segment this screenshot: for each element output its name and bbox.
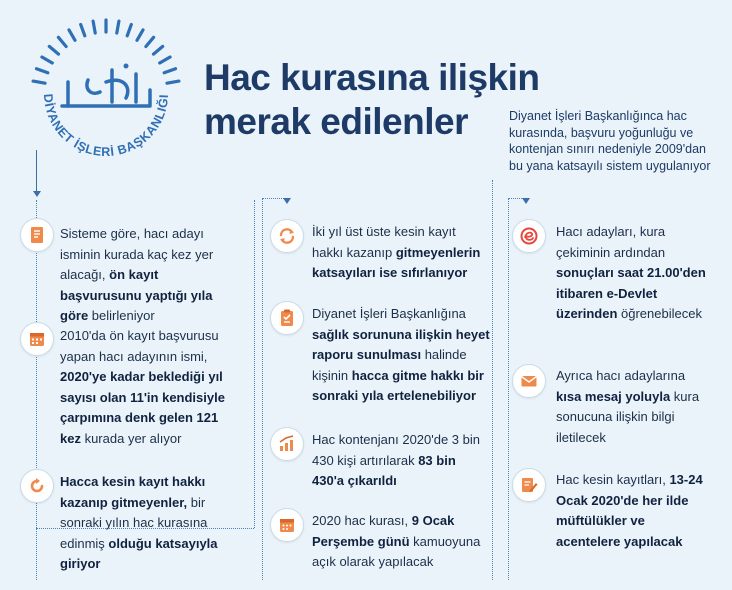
info-text-9	[556, 366, 706, 448]
bold-text-run: sağlık sorununa ilişkin heyet raporu sunulması	[312, 326, 490, 362]
logo-rays	[33, 20, 179, 83]
logo-mark	[62, 64, 150, 107]
col3-left-dotted	[508, 198, 509, 580]
info-text-5	[312, 304, 492, 407]
envelope-icon	[512, 364, 546, 398]
text-run: İki yıl üst üste kesin kayıt hakkı kazanıp	[312, 224, 456, 260]
text-run: kurada yer alıyor	[80, 430, 182, 446]
text-run: Diyanet İşleri Başkanlığına	[312, 306, 466, 321]
clipboard-icon	[270, 301, 304, 335]
text-run: belirleniyor	[88, 308, 155, 323]
text-run: Hac kontenjanı 2020'de 3 bin 430 kişi artırılarak	[312, 432, 480, 468]
text-run: Ayrıca hacı adaylarına	[556, 368, 686, 383]
calendar-date-icon	[270, 508, 304, 542]
col2-right-dotted	[492, 180, 493, 580]
text-run: bir sonraki yılın hac kurasına edinmiş	[60, 494, 208, 551]
e-devlet-icon	[512, 219, 546, 253]
bold-text-run: Hacca kesin kayıt hakkı kazanıp gitmeyenler,	[60, 474, 206, 510]
text-run: halinde kişinin	[312, 347, 467, 383]
text-run: Sisteme göre, hacı adayı isminin kurada kaç kez yer alacağı,	[60, 226, 214, 282]
logo-connector-line	[36, 150, 37, 192]
info-text-3	[60, 472, 242, 575]
growth-chart-icon	[270, 427, 304, 461]
bold-text-run: hacca gitme hakkı bir sonraki yıla ertelenebiliyor	[312, 367, 484, 403]
text-run: 2010'da ön kayıt başvurusu yapan hacı adayının ismi,	[60, 328, 219, 364]
text-run: Hacı adayları, kura çekiminin ardından	[556, 224, 666, 260]
title-line-2: merak edilenler	[204, 101, 468, 142]
page-title	[204, 56, 540, 144]
info-text-7	[312, 511, 484, 573]
title-line-1: Hac kurasına ilişkin	[204, 57, 540, 98]
page-subtitle: Diyanet İşleri Başkanlığınca hac kurasında, başvuru yoğunluğu ve kontenjan sınırı nedeniyle 2009'dan bu yana katsayılı sistem uygulanıyor	[509, 109, 711, 173]
bold-text-run: gitmeyenlerin katsayıları ise sıfırlanıyor	[312, 244, 481, 280]
col2-left-dotted	[262, 198, 263, 580]
info-text-8	[556, 222, 706, 325]
bold-text-run: 13-24 Ocak 2020'de her ilde müftülükler ve acentelere yapılacak	[556, 472, 703, 549]
bold-text-run: 9 Ocak Perşembe günü	[312, 513, 455, 549]
diyanet-logo	[22, 10, 190, 178]
bold-text-run: ön kayıt başvurusunu yaptığı yıla göre	[60, 267, 213, 323]
info-text-6	[312, 430, 490, 492]
text-run: 2020 hac kurası,	[312, 513, 412, 528]
bold-text-run: olduğu katsayıyla giriyor	[60, 535, 218, 571]
col3-arrow	[522, 198, 530, 204]
text-run: öğrenebilecek	[617, 306, 702, 321]
calendar-icon	[20, 322, 54, 356]
info-text-10	[556, 470, 706, 552]
col1-left-dotted	[36, 200, 37, 580]
text-run: Hac kesin kayıtları,	[556, 472, 670, 487]
bold-text-run: 2020'ye kadar beklediği yıl sayısı olan 11'in kendisiyle çarpımına denk gelen 121 kez	[60, 369, 225, 446]
info-text-4	[312, 222, 490, 284]
text-run: kura sonucuna ilişkin bilgi iletilecek	[556, 388, 700, 445]
edit-form-icon	[512, 468, 546, 502]
logo-connector-arrow	[33, 191, 41, 197]
bold-text-run: 83 bin 430'a çıkarıldı	[312, 452, 456, 488]
text-run: kamuoyuna açık olarak yapılacak	[312, 533, 481, 569]
reset-icon	[20, 469, 54, 503]
info-text-2	[60, 326, 242, 449]
col2-arrow	[283, 198, 291, 204]
col1-right-dotted	[254, 200, 255, 528]
document-icon	[20, 218, 54, 252]
info-text-1	[60, 224, 242, 327]
bold-text-run: sonuçları saat 21.00'den itibaren e-Devlet üzerinden	[556, 265, 706, 321]
bold-text-run: kısa mesaj yoluyla	[556, 388, 671, 404]
logo-org-name: DİYANET İŞLERİ BAŞKANLIĞI	[40, 93, 172, 159]
refresh-icon	[270, 219, 304, 253]
